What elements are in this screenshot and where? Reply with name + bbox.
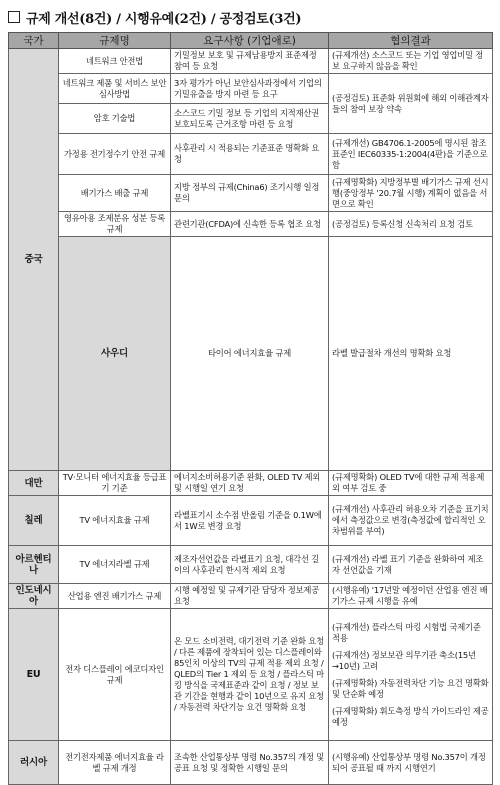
result-text: (규제명확화) 지방정부별 배기가스 규제 선시행(중앙정부 '20.7월 시행) 계획이 없음을 서면으로 확인 — [332, 176, 489, 209]
requirement-cell: 소스코드 기밀 정보 등 기업의 지적재산권 보호되도록 근거조항 마련 등 요청 — [171, 104, 329, 134]
result-text: (시행유예) '17년말 예정이던 산업용 엔진 배기가스 규제 시행을 유예 — [332, 585, 488, 606]
result-cell — [329, 175, 493, 212]
table-row — [9, 546, 493, 584]
result-cell — [329, 134, 493, 175]
regulation-name-cell: 가정용 전기정수기 안전 규제 — [59, 134, 171, 175]
regulation-name-cell: TV 에너지라벨 규제 — [59, 546, 171, 584]
result-cell — [329, 546, 493, 584]
result-text: (공정검토) 등록신청 신속처리 요청 검토 — [332, 218, 473, 229]
result-text: (규제개선) GB4706.1-2005에 명시된 참조표준인 IEC60335-1:2004(4판)을 기준으로 함 — [332, 137, 488, 170]
result-cell — [329, 212, 493, 237]
header-result: 협의결과 — [329, 33, 493, 49]
requirement-cell: 기밀정보 보호 및 규제남용방지 표준제정 참여 등 요청 — [171, 49, 329, 74]
header-country: 국가 — [9, 33, 59, 49]
regulation-name-cell: 네트워크 제품 및 서비스 보안심사방법 — [59, 74, 171, 104]
country-cell: 아르헨티나 — [9, 546, 59, 584]
requirement-cell: 에너지소비허용기준 완화, OLED TV 제외 및 시행일 연기 요청 — [171, 471, 329, 496]
requirement-cell: 제조자선언값을 라벨표기 요청, 대각선 길이의 사후관리 한시적 제외 요청 — [171, 546, 329, 584]
regulation-name-cell: TV 에너지효율 규제 — [59, 496, 171, 546]
requirement-cell: 라벨표기시 소수점 반올림 기준을 0.1W에서 1W로 변경 요청 — [171, 496, 329, 546]
table-row — [9, 74, 493, 104]
result-cell — [329, 496, 493, 546]
requirement-cell: 지방 정부의 규제(China6) 조기시행 일정 문의 — [171, 175, 329, 212]
regulation-name-cell: 영유아용 조제분유 성분 등록 규제 — [59, 212, 171, 237]
table-row — [9, 212, 493, 237]
header-regulation: 규제명 — [59, 33, 171, 49]
requirement-cell: 온 모드 소비전력, 대기전력 기준 완화 요청 / 다른 제품에 장착되어 있는 디스플레이와 85인치 이상의 TV의 규제 적용 제외 요청 / QLED의 Tier 1 제외 등 요청 / 플라스틱 마킹 방식을 국제표준과 같이 요청 / 정보 보관 기간을 현행과 같이 10년으로 유지 요청 / 자동전력 차단기능 요건 명확화 요청 — [171, 609, 329, 741]
result-text: (규제명확화) 휘도측정 방식 가이드라인 제공 예정 — [332, 705, 489, 727]
country-cell: 칠레 — [9, 496, 59, 546]
result-text: (규제명확화) OLED TV에 대한 규제 적용제외 여부 검토 중 — [332, 472, 485, 493]
header-requirement: 요구사항 (기업애로) — [171, 33, 329, 49]
requirement-cell: 시행 예정일 및 규제기관 담당자 정보제공 요청 — [171, 584, 329, 609]
heading-text: 규제 개선(8건) / 시행유예(2건) / 공정검토(3건) — [26, 11, 302, 27]
result-text: (규제개선) 라벨 표기 기준을 완화하여 제조자 선언값을 기재 — [332, 553, 484, 575]
table-row — [9, 134, 493, 175]
requirement-cell: 조속한 산업통상부 명령 No.357의 개정 및 공표 요청 및 정확한 시행일 문의 — [171, 741, 329, 785]
result-cell — [329, 609, 493, 741]
regulation-name-cell: 암호 기술법 — [59, 104, 171, 134]
table-body — [9, 49, 493, 785]
checkbox-square-icon — [8, 11, 20, 23]
country-cell: 중국 — [9, 49, 59, 471]
result-text: (규제개선) 사후관리 허용오차 기준을 표기치에서 측정값으로 변경(측정값에 합리적인 오차범위를 부여) — [332, 504, 489, 536]
regulation-name-cell: 산업용 엔진 배기가스 규제 — [59, 584, 171, 609]
table-row — [9, 496, 493, 546]
result-text: (공정검토) 표준화 위원회에 해외 이해관계자들의 참여 보장 약속 — [332, 92, 489, 114]
country-cell: 사우디 — [59, 237, 171, 471]
result-text: (규제명확화) 자동전력차단 기능 요건 명확화 및 단순화 예정 — [332, 677, 489, 699]
table-row — [9, 471, 493, 496]
result-cell — [329, 471, 493, 496]
regulation-name-cell: 배기가스 배출 규제 — [59, 175, 171, 212]
country-cell: 대만 — [9, 471, 59, 496]
requirement-cell: 사후관리 시 적용되는 기준표준 명확화 요청 — [171, 134, 329, 175]
table-row — [9, 49, 493, 74]
result-text: (규제개선) 소스코드 또는 기업 영업비밀 정보 요구하지 않음을 확인 — [332, 50, 484, 71]
country-cell: EU — [9, 609, 59, 741]
table-row — [9, 609, 493, 741]
section-heading — [8, 6, 492, 28]
result-cell — [329, 741, 493, 785]
country-cell: 인도네시아 — [9, 584, 59, 609]
regulation-table — [8, 32, 493, 785]
regulation-name-cell: 전기전자제품 에너지효율 라벨 규제 개정 — [59, 741, 171, 785]
regulation-name-cell: 전자 디스플레이 에코디자인 규제 — [59, 609, 171, 741]
table-row — [9, 237, 493, 471]
regulation-name-cell: 네트워크 안전법 — [59, 49, 171, 74]
result-text: (규제개선) 플라스틱 마킹 시험법 국제기준 적용 — [332, 621, 481, 643]
requirement-cell: 3자 평가가 아닌 보안심사과정에서 기업의 기밀유출을 방지 마련 등 요구 — [171, 74, 329, 104]
result-cell — [329, 584, 493, 609]
table-row — [9, 741, 493, 785]
country-cell: 러시아 — [9, 741, 59, 785]
table-row — [9, 584, 493, 609]
table-header-row — [9, 33, 493, 49]
result-cell — [329, 74, 493, 134]
regulation-name-cell: 타이어 에너지효율 규제 — [171, 237, 329, 471]
requirement-cell: 라벨 발급절차 개선의 명확화 요청 — [329, 237, 493, 471]
regulation-name-cell: TV·모니터 에너지효율 등급표기 기준 — [59, 471, 171, 496]
table-row — [9, 175, 493, 212]
result-text: (규제개선) 정보보관 의무기관 축소(15년 →10년) 고려 — [332, 649, 476, 671]
requirement-cell: 관련기관(CFDA)에 신속한 등록 협조 요청 — [171, 212, 329, 237]
result-text: (시행유예) 산업통상부 명령 No.357이 개정되어 공표될 때 까지 시행연기 — [332, 751, 486, 773]
result-cell — [329, 49, 493, 74]
